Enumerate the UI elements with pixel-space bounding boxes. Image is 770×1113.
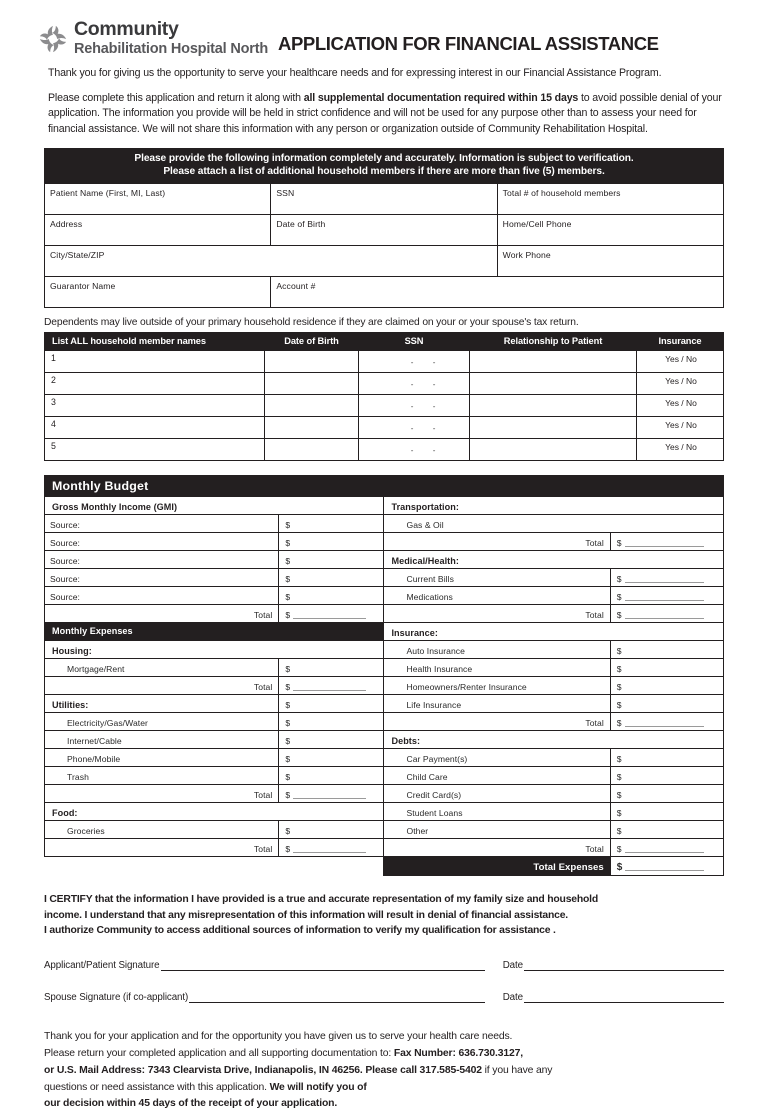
medical-health-header: Medical/Health: xyxy=(384,551,724,569)
utilities-item-trash[interactable]: Trash xyxy=(45,767,279,785)
insurance-homeowners-amount[interactable]: $ xyxy=(610,677,723,695)
housing-total-label: Total xyxy=(45,677,279,695)
ssn-dash-1: - xyxy=(410,380,414,390)
utilities-header: Utilities: xyxy=(45,695,279,713)
table-row xyxy=(45,641,724,659)
footer-l2-part-a: Please return your completed application and all supporting documentation to: xyxy=(44,1047,394,1059)
certification-text xyxy=(44,892,724,939)
insurance-item-auto[interactable]: Auto Insurance xyxy=(384,641,610,659)
insurance-life-amount[interactable]: $ xyxy=(610,695,723,713)
insurance-total-label: Total xyxy=(384,713,610,731)
utilities-total-amount[interactable] xyxy=(279,785,384,803)
household-ssn-cell[interactable] xyxy=(359,417,470,439)
insurance-item-life[interactable]: Life Insurance xyxy=(384,695,610,713)
page-header xyxy=(0,0,770,56)
income-source-amount-4[interactable]: $ xyxy=(279,569,384,587)
amount-underline xyxy=(293,844,366,853)
ssn-dash-1: - xyxy=(410,424,414,434)
medical-item-current-bills[interactable]: Current Bills xyxy=(384,569,610,587)
utilities-item-internet-cable[interactable]: Internet/Cable xyxy=(45,731,279,749)
spouse-date-label: Date xyxy=(502,992,523,1004)
table-row xyxy=(45,839,724,857)
brand-subtitle: Rehabilitation Hospital North xyxy=(74,40,268,57)
dollar-sign: $ xyxy=(616,537,622,548)
household-header-row xyxy=(45,333,724,351)
intro-paragraph-1: Thank you for giving us the opportunity to serve your healthcare needs and for expressing interest in our Financial Assistance Program. xyxy=(48,67,662,79)
table-row xyxy=(45,749,724,767)
budget-title-row xyxy=(45,476,724,497)
income-source-label-2[interactable]: Source: xyxy=(45,533,279,551)
table-row xyxy=(45,515,724,533)
patient-info-table xyxy=(44,148,724,309)
transportation-header: Transportation: xyxy=(384,497,724,515)
table-row xyxy=(45,803,724,821)
income-source-amount-1[interactable]: $ xyxy=(279,515,384,533)
insurance-health-amount[interactable]: $ xyxy=(610,659,723,677)
monthly-expenses-header: Monthly Expenses xyxy=(45,623,384,641)
field-patient-name[interactable]: Patient Name (First, MI, Last) xyxy=(45,184,271,215)
field-work-phone[interactable]: Work Phone xyxy=(497,246,723,277)
medical-current-bills-amount[interactable] xyxy=(610,569,723,587)
debts-item-other[interactable]: Other xyxy=(384,821,610,839)
household-relationship-cell[interactable] xyxy=(470,395,637,417)
field-date-of-birth[interactable]: Date of Birth xyxy=(271,215,497,246)
debts-other-amount[interactable]: $ xyxy=(610,821,723,839)
table-row xyxy=(45,439,724,461)
info-banner-cell xyxy=(45,148,724,184)
household-relationship-cell[interactable] xyxy=(470,373,637,395)
household-ssn-cell[interactable] xyxy=(359,439,470,461)
household-row-number[interactable]: 3 xyxy=(45,395,265,417)
household-members-table xyxy=(44,332,724,461)
food-groceries-amount[interactable]: $ xyxy=(279,821,384,839)
total-expenses-row xyxy=(45,857,724,876)
housing-total-amount[interactable] xyxy=(279,677,384,695)
debts-car-payment-amount[interactable]: $ xyxy=(610,749,723,767)
footer-line-3 xyxy=(44,1063,724,1080)
col-relationship: Relationship to Patient xyxy=(470,333,637,351)
ssn-dash-2: - xyxy=(432,424,436,434)
debts-total-label: Total xyxy=(384,839,610,857)
info-banner-row xyxy=(45,148,724,184)
table-row xyxy=(45,785,724,803)
gmi-total-label: Total xyxy=(45,605,279,623)
utilities-header-amount[interactable]: $ xyxy=(279,695,384,713)
col-household-names: List ALL household member names xyxy=(45,333,265,351)
footer-instructions xyxy=(44,1029,724,1113)
insurance-item-homeowners-renter[interactable]: Homeowners/Renter Insurance xyxy=(384,677,610,695)
table-row xyxy=(45,713,724,731)
amount-underline xyxy=(293,610,366,619)
food-header: Food: xyxy=(45,803,384,821)
brand-block xyxy=(74,20,268,56)
spacer-cell xyxy=(45,857,384,876)
field-account-number[interactable]: Account # xyxy=(271,277,724,308)
info-banner-line-2: Please attach a list of additional household members if there are more than five (5) members. xyxy=(163,166,605,178)
fax-number: Fax Number: 636.730.3127, xyxy=(393,1047,523,1059)
table-row xyxy=(45,605,724,623)
spouse-date-field[interactable] xyxy=(524,991,724,1003)
dollar-sign: $ xyxy=(285,843,291,854)
table-row xyxy=(45,587,724,605)
field-ssn[interactable]: SSN xyxy=(271,184,497,215)
field-address[interactable]: Address xyxy=(45,215,271,246)
debts-item-child-care[interactable]: Child Care xyxy=(384,767,610,785)
table-row xyxy=(45,184,724,215)
intro-p2-bold: all supplemental documentation required within 15 days xyxy=(303,91,579,104)
ssn-dash-1: - xyxy=(410,446,414,456)
utilities-phone-amount[interactable]: $ xyxy=(279,749,384,767)
col-ssn: SSN xyxy=(359,333,470,351)
footer-line-2 xyxy=(44,1046,724,1063)
utilities-electricity-amount[interactable]: $ xyxy=(279,713,384,731)
table-row xyxy=(45,351,724,373)
table-row xyxy=(45,623,724,641)
amount-underline xyxy=(625,718,704,727)
utilities-item-electricity-gas-water[interactable]: Electricity/Gas/Water xyxy=(45,713,279,731)
amount-underline xyxy=(625,862,704,871)
amount-underline xyxy=(293,682,366,691)
ssn-dash-2: - xyxy=(432,380,436,390)
dollar-sign: $ xyxy=(616,573,622,584)
table-row xyxy=(45,497,724,515)
footer-line-5 xyxy=(44,1096,724,1113)
table-row xyxy=(45,677,724,695)
household-insurance-cell[interactable]: Yes / No xyxy=(637,373,724,395)
housing-mortgage-amount[interactable]: $ xyxy=(279,659,384,677)
field-city-state-zip[interactable]: City/State/ZIP xyxy=(45,246,498,277)
info-banner-line-1: Please provide the following information completely and accurately. Information is subject to verification. xyxy=(134,152,634,164)
footer-l4-part-a: questions or need assistance with this application. xyxy=(44,1081,270,1093)
certify-line-1: I CERTIFY that the information I have provided is a true and accurate representation of my family size and household xyxy=(44,894,598,906)
household-row-number[interactable]: 5 xyxy=(45,439,265,461)
debts-total-amount[interactable] xyxy=(610,839,723,857)
debts-credit-card-amount[interactable]: $ xyxy=(610,785,723,803)
table-row xyxy=(45,659,724,677)
debts-student-loans-amount[interactable]: $ xyxy=(610,803,723,821)
table-row xyxy=(45,551,724,569)
household-table-wrap xyxy=(44,332,724,461)
certify-line-3: I authorize Community to access additional sources of information to verify my qualification for assistance . xyxy=(44,925,556,937)
table-row xyxy=(45,731,724,749)
table-row xyxy=(45,246,724,277)
dollar-sign: $ xyxy=(285,681,291,692)
total-expenses-amount[interactable] xyxy=(610,857,723,876)
dollar-sign: $ xyxy=(616,591,622,602)
food-total-label: Total xyxy=(45,839,279,857)
table-row xyxy=(45,417,724,439)
community-pinwheel-logo-icon xyxy=(38,24,68,54)
footer-line-4 xyxy=(44,1080,724,1097)
household-ssn-cell[interactable] xyxy=(359,395,470,417)
income-source-label-1[interactable]: Source: xyxy=(45,515,279,533)
brand-name: Community xyxy=(74,18,179,40)
debts-item-car-payments[interactable]: Car Payment(s) xyxy=(384,749,610,767)
insurance-header: Insurance: xyxy=(384,623,724,641)
household-insurance-cell[interactable]: Yes / No xyxy=(637,439,724,461)
applicant-signature-row xyxy=(44,959,724,971)
table-row xyxy=(45,695,724,713)
dollar-sign: $ xyxy=(616,861,623,873)
housing-header: Housing: xyxy=(45,641,384,659)
utilities-trash-amount[interactable]: $ xyxy=(279,767,384,785)
transportation-item-gas-oil[interactable]: Gas & Oil xyxy=(384,515,724,533)
utilities-total-label: Total xyxy=(45,785,279,803)
household-insurance-cell[interactable]: Yes / No xyxy=(637,395,724,417)
budget-title: Monthly Budget xyxy=(45,476,724,497)
food-item-groceries[interactable]: Groceries xyxy=(45,821,279,839)
household-dob-cell[interactable] xyxy=(265,439,359,461)
spouse-signature-row xyxy=(44,991,724,1003)
debts-child-care-amount[interactable]: $ xyxy=(610,767,723,785)
ssn-dash-2: - xyxy=(432,402,436,412)
gmi-header: Gross Monthly Income (GMI) xyxy=(45,497,384,515)
table-row xyxy=(45,767,724,785)
gmi-total-amount[interactable] xyxy=(279,605,384,623)
household-ssn-cell[interactable] xyxy=(359,351,470,373)
intro-p2-part-b: to avoid possible denial of your application. The information you provide will be held in strict confidence and will not be used for any purpose other than to assess your need for financial assistance. We will not share this information with any person or organization outside of Community Rehabilitation Hospital. xyxy=(48,91,722,136)
amount-underline xyxy=(625,592,704,601)
table-row xyxy=(45,569,724,587)
income-source-amount-3[interactable]: $ xyxy=(279,551,384,569)
income-source-label-5[interactable]: Source: xyxy=(45,587,279,605)
household-dob-cell[interactable] xyxy=(265,351,359,373)
footer-l3-part-b: if you have any xyxy=(481,1064,553,1076)
income-source-amount-2[interactable]: $ xyxy=(279,533,384,551)
utilities-item-phone-mobile[interactable]: Phone/Mobile xyxy=(45,749,279,767)
medical-medications-amount[interactable] xyxy=(610,587,723,605)
intro-section xyxy=(0,56,770,138)
medical-total-label: Total xyxy=(384,605,610,623)
mail-address-and-phone: or U.S. Mail Address: 7343 Clearvista Drive, Indianapolis, IN 46256. Please call 317.585-5402 xyxy=(44,1064,482,1076)
housing-item-mortgage-rent[interactable]: Mortgage/Rent xyxy=(45,659,279,677)
household-insurance-cell[interactable]: Yes / No xyxy=(637,351,724,373)
amount-underline xyxy=(293,790,366,799)
amount-underline xyxy=(625,538,704,547)
monthly-budget-section xyxy=(44,475,724,876)
debts-item-student-loans[interactable]: Student Loans xyxy=(384,803,610,821)
household-dob-cell[interactable] xyxy=(265,395,359,417)
insurance-auto-amount[interactable]: $ xyxy=(610,641,723,659)
patient-info-table-wrap xyxy=(44,148,724,309)
income-source-amount-5[interactable]: $ xyxy=(279,587,384,605)
dollar-sign: $ xyxy=(616,609,622,620)
ssn-dash-2: - xyxy=(432,446,436,456)
monthly-budget-table xyxy=(44,475,724,876)
field-total-household-members[interactable]: Total # of household members xyxy=(497,184,723,215)
spouse-signature-field[interactable] xyxy=(189,991,485,1003)
food-total-amount[interactable] xyxy=(279,839,384,857)
medical-item-medications[interactable]: Medications xyxy=(384,587,610,605)
field-guarantor-name[interactable]: Guarantor Name xyxy=(45,277,271,308)
transportation-total-label: Total xyxy=(384,533,610,551)
amount-underline xyxy=(625,610,704,619)
household-row-number[interactable]: 1 xyxy=(45,351,265,373)
table-row xyxy=(45,277,724,308)
col-insurance: Insurance xyxy=(637,333,724,351)
household-insurance-cell[interactable]: Yes / No xyxy=(637,417,724,439)
table-row xyxy=(45,373,724,395)
insurance-total-amount[interactable] xyxy=(610,713,723,731)
household-dob-cell[interactable] xyxy=(265,373,359,395)
total-expenses-label: Total Expenses xyxy=(384,857,610,876)
page-title: APPLICATION FOR FINANCIAL ASSISTANCE xyxy=(277,33,659,54)
field-home-cell-phone[interactable]: Home/Cell Phone xyxy=(497,215,723,246)
income-source-label-3[interactable]: Source: xyxy=(45,551,279,569)
applicant-signature-field[interactable] xyxy=(161,959,485,971)
amount-underline xyxy=(625,844,704,853)
household-relationship-cell[interactable] xyxy=(470,417,637,439)
intro-p2-part-a: Please complete this application and return it along with xyxy=(48,91,304,104)
household-row-number[interactable]: 2 xyxy=(45,373,265,395)
transportation-total-amount[interactable] xyxy=(610,533,723,551)
debts-header: Debts: xyxy=(384,731,724,749)
applicant-date-field[interactable] xyxy=(524,959,724,971)
ssn-dash-2: - xyxy=(432,358,436,368)
footer-l5-bold: our decision within 45 days of the receipt of your application. xyxy=(44,1098,338,1110)
household-dob-cell[interactable] xyxy=(265,417,359,439)
dollar-sign: $ xyxy=(285,609,291,620)
applicant-signature-label: Applicant/Patient Signature xyxy=(44,960,160,972)
certify-line-2: income. I understand that any misrepresentation of this information will result in denial of financial assistance. xyxy=(44,909,568,921)
table-row xyxy=(45,215,724,246)
footer-l4-bold: We will notify you of xyxy=(269,1081,367,1093)
medical-total-amount[interactable] xyxy=(610,605,723,623)
debts-item-credit-cards[interactable]: Credit Card(s) xyxy=(384,785,610,803)
spouse-signature-label: Spouse Signature (if co-applicant) xyxy=(44,992,189,1004)
table-row xyxy=(45,821,724,839)
table-row xyxy=(45,395,724,417)
household-ssn-cell[interactable] xyxy=(359,373,470,395)
amount-underline xyxy=(625,574,704,583)
dependents-note: Dependents may live outside of your primary household residence if they are claimed on your or your spouse's tax return. xyxy=(44,317,579,329)
ssn-dash-1: - xyxy=(410,402,414,412)
household-row-number[interactable]: 4 xyxy=(45,417,265,439)
household-relationship-cell[interactable] xyxy=(470,439,637,461)
applicant-date-label: Date xyxy=(502,960,523,972)
insurance-item-health[interactable]: Health Insurance xyxy=(384,659,610,677)
dollar-sign: $ xyxy=(285,789,291,800)
intro-paragraph-2 xyxy=(48,91,726,138)
col-date-of-birth: Date of Birth xyxy=(265,333,359,351)
table-row xyxy=(45,533,724,551)
income-source-label-4[interactable]: Source: xyxy=(45,569,279,587)
household-relationship-cell[interactable] xyxy=(470,351,637,373)
utilities-internet-amount[interactable]: $ xyxy=(279,731,384,749)
dollar-sign: $ xyxy=(616,717,622,728)
ssn-dash-1: - xyxy=(410,358,414,368)
footer-line-1: Thank you for your application and for the opportunity you have given us to serve your health care needs. xyxy=(44,1031,513,1043)
dollar-sign: $ xyxy=(616,843,622,854)
